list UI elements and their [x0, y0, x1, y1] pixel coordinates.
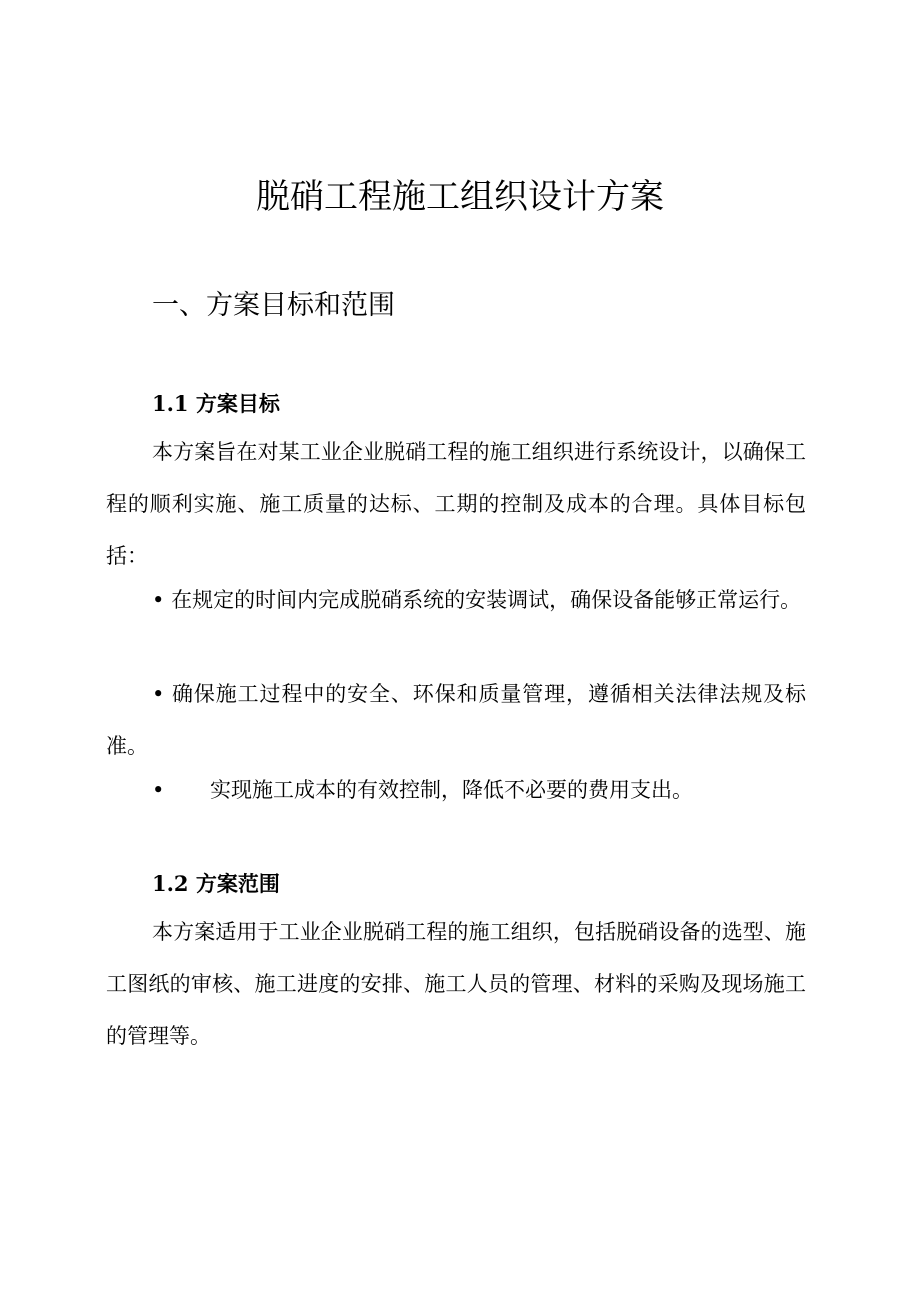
bullet-item-1 [106, 574, 806, 626]
bullet-marker: • [152, 778, 165, 802]
bullet-text: 实现施工成本的有效控制，降低不必要的费用支出。 [210, 778, 693, 802]
bullet-marker: • [152, 588, 165, 612]
paragraph-objectives: 本方案旨在对某工业企业脱硝工程的施工组织进行系统设计，以确保工程的顺利实施、施工质量的达标、工期的控制及成本的合理。具体目标包括： [106, 440, 806, 568]
bullet-text: 在规定的时间内完成脱硝系统的安装调试，确保设备能够正常运行。 [171, 588, 802, 612]
bullet-item-2 [106, 668, 806, 772]
section-heading-1: 一、方案目标和范围 [152, 290, 395, 321]
bullet-text: 确保施工过程中的安全、环保和质量管理，遵循相关法律法规及标准。 [106, 682, 806, 758]
subsection-heading-1-1: 1.1 方案目标 [152, 391, 280, 416]
paragraph-scope: 本方案适用于工业企业脱硝工程的施工组织，包括脱硝设备的选型、施工图纸的审核、施工进度的安排、施工人员的管理、材料的采购及现场施工的管理等。 [106, 920, 806, 1048]
bullet-marker: • [152, 682, 165, 706]
subsection-heading-1-2: 1.2 方案范围 [152, 871, 280, 896]
bullet-item-3 [106, 764, 806, 816]
document-title: 脱硝工程施工组织设计方案 [256, 177, 664, 217]
